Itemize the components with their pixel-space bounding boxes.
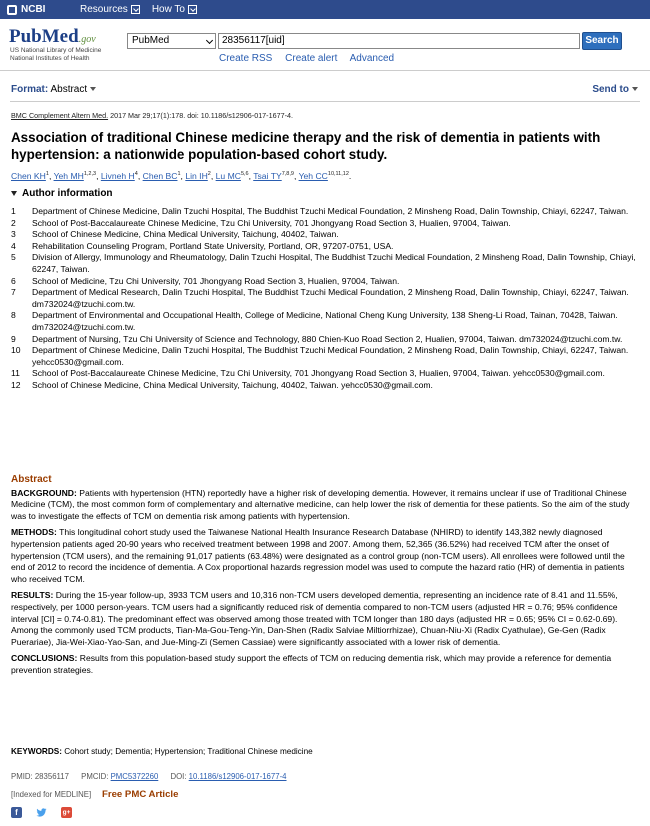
affiliation-text: Department of Chinese Medicine, Dalin Tzuchi Hospital, The Buddhist Tzuchi Medical Foundation, 2 Minsheng Road, Dalin Township, Chiayi, 62247, Taiwan. xyxy=(32,206,629,216)
author-link[interactable]: Chen KH xyxy=(11,171,46,181)
divider xyxy=(10,101,640,102)
author-affil-ref: 1 xyxy=(45,171,49,177)
author-information-toggle[interactable] xyxy=(11,188,113,199)
chevron-down-icon xyxy=(188,5,197,14)
section-text: This longitudinal cohort study used the Taiwanese National Health Insurance Research Database (NHIRD) to identify 143,382 newly diagnosed hypertension patients aged 20-90 years who received treatment between 1998 and 2007. Among them, 52,365 (36.52%) had received TCM after the onset of hypertension (TCM users), and the remaining 91,017 patients (63.48%) were designated as a control group (non-TCM users). All enrollees were followed until the end of 2012 to record the incidence of dementia. A Cox proportional hazards regression model was used to compute the hazard ratio (HR) of dementia in patients who received TCM. xyxy=(11,527,625,584)
affiliation-item xyxy=(11,310,639,333)
pubmed-logo-main: PubMed xyxy=(9,26,79,47)
pmcid-link[interactable]: PMC5372260 xyxy=(110,772,159,781)
abstract-heading: Abstract xyxy=(11,474,52,485)
pmid-value: 28356117 xyxy=(34,772,69,781)
section-label: METHODS: xyxy=(11,527,57,538)
keywords xyxy=(11,747,313,756)
affiliation-item xyxy=(11,218,639,230)
affiliation-text: Department of Nursing, Tzu Chi University of Science and Technology, 880 Chien-Kuo Road Section 2, Hualien, 97004, Taiwan. dm732024@tzuchi.com.tw. xyxy=(32,333,623,344)
author-affil-ref: 10,11,12 xyxy=(327,171,349,177)
advanced-search-link[interactable]: Advanced xyxy=(349,53,395,64)
affiliation-text: Department of Environmental and Occupational Health, College of Medicine, National Cheng Kung University, 138 Sheng-Li Road, Tainan, 70428, Taiwan. dm732024@tzuchi.com.tw. xyxy=(32,310,618,332)
affiliation-item xyxy=(11,334,639,346)
howto-label: How To xyxy=(151,4,185,15)
affiliation-text: Rehabilitation Counseling Program, Portland State University, Portland, OR, 97207-0751, USA. xyxy=(32,240,394,251)
journal-link[interactable]: BMC Complement Altern Med. xyxy=(11,111,109,120)
affiliation-number: 11 xyxy=(11,368,20,379)
affiliation-item xyxy=(11,287,639,310)
affiliation-text: School of Medicine, Tzu Chi University, 701 Jhongyang Road Section 3, Hualien, 97004, Taiwan. xyxy=(32,275,400,286)
section-label: RESULTS: xyxy=(11,590,54,601)
ncbi-top-bar xyxy=(0,0,650,19)
affiliation-text: Department of Chinese Medicine, Dalin Tzuchi Hospital, The Buddhist Tzuchi Medical Foundation, 2 Minsheng Road, Dalin Township, Chiayi, 62247, Taiwan. yehcc0530@gmail.com. xyxy=(32,345,629,367)
author-affil-ref: 7,8,9 xyxy=(281,171,294,177)
abstract-methods xyxy=(11,527,641,585)
search-input[interactable]: 28356117[uid] xyxy=(218,33,580,49)
section-text: Results from this population-based study support the effects of TCM on reducing dementia risk, which may provide a reference for dementia prevention strategies. xyxy=(11,653,612,675)
ncbi-logo-icon xyxy=(7,5,17,15)
nlm-subtitle-line2: National Institutes of Health xyxy=(10,54,90,62)
affiliation-item xyxy=(11,252,639,275)
resources-menu[interactable] xyxy=(80,4,140,15)
search-links xyxy=(219,53,404,64)
author-link[interactable]: Chen BC xyxy=(142,171,178,181)
howto-menu[interactable] xyxy=(152,4,197,15)
affiliation-item xyxy=(11,229,639,241)
expand-triangle-icon xyxy=(11,191,17,196)
format-bar xyxy=(0,80,650,98)
pmcid-label: PMCID: xyxy=(81,772,109,781)
affiliation-text: School of Post-Baccalaureate Chinese Medicine, Tzu Chi University, 701 Jhongyang Road Section 3, Hualien, 97004, Taiwan. yehcc0530@gmail.com. xyxy=(32,368,605,379)
nlm-subtitle xyxy=(10,47,101,62)
create-alert-link[interactable]: Create alert xyxy=(285,53,338,64)
author-link[interactable]: Lu MC xyxy=(215,171,241,181)
author-link[interactable]: Yeh MH xyxy=(53,171,84,181)
abstract-results xyxy=(11,590,641,648)
author-information-label: Author information xyxy=(22,188,113,199)
citation-details: 2017 Mar 29;17(1):178. doi: 10.1186/s12906-017-1677-4. xyxy=(108,111,293,120)
pubmed-masthead xyxy=(0,19,650,71)
author-link[interactable]: Tsai TY xyxy=(253,171,282,181)
ncbi-brand-label: NCBI xyxy=(21,4,46,15)
format-label: Format: xyxy=(11,84,49,95)
affiliation-item xyxy=(11,276,639,288)
abstract-conclusions xyxy=(11,653,641,676)
search-button[interactable]: Search xyxy=(582,32,622,50)
resources-label: Resources xyxy=(80,4,128,15)
author-link[interactable]: Livneh H xyxy=(100,171,135,181)
keywords-label: KEYWORDS: xyxy=(11,747,62,756)
affiliation-number: 7 xyxy=(11,287,16,298)
create-rss-link[interactable]: Create RSS xyxy=(219,53,273,64)
affiliation-number: 9 xyxy=(11,333,16,344)
abstract-background xyxy=(11,488,641,523)
doi-label: DOI: xyxy=(170,772,187,781)
affiliation-item xyxy=(11,206,639,218)
database-select[interactable] xyxy=(127,33,216,49)
affiliation-item xyxy=(11,380,639,392)
dropdown-arrow-icon xyxy=(90,87,96,91)
dropdown-arrow-icon xyxy=(632,87,638,91)
affiliation-item xyxy=(11,241,639,253)
affiliation-number: 8 xyxy=(11,310,16,321)
affiliation-text: School of Chinese Medicine, China Medical University, Taichung, 40402, Taiwan. yehcc0530@gmail.com. xyxy=(32,379,433,390)
chevron-down-icon xyxy=(131,5,140,14)
affiliation-number: 5 xyxy=(11,252,16,263)
section-text: During the 15-year follow-up, 3933 TCM users and 10,316 non-TCM users developed dementia, representing an incidence rate of 8.41 and 11.55%, respectively, per 1000 person-years. TCM users had a significantly reduced risk of dementia compared to non-TCM users (adjusted HR = 0.76; 95% confidence interval [CI] = 0.74-0.81). The predominant effect was observed among those treated with TCM longer than 180 days (adjusted HR = 0.65; 95% CI = 0.62-0.69). Among the commonly used TCM products, Tian-Ma-Gou-Teng-Yin, Dan-Shen (Radix Salviae Miltiorrhizae), Chuan-Niu-Xi (Radix Cyathulae), Ge-Gen (Radix Puerariae), Jia-Wei-Xiao-Yao-San, and Jue-Ming-Zi (Semen Cassiae) were significantly associated with a lower risk of dementia. xyxy=(11,590,618,647)
author-link[interactable]: Yeh CC xyxy=(298,171,328,181)
author-list: Chen $KH^1$, Yeh MH$^{1,2,3}$, Livneh $H^4$, Chen $BC^1$, Lin $IH^2$, Lu MC$^{5,6}$, Tsai TY$^{7,8,9}$, Yeh CC$^{10,11,12}$. xyxy=(11,171,352,181)
pubmed-logo[interactable] xyxy=(9,26,96,48)
free-pmc-article-link[interactable]: Free PMC Article xyxy=(102,789,179,800)
ncbi-home-link[interactable] xyxy=(0,4,80,15)
format-selector[interactable] xyxy=(11,84,96,95)
citation-line xyxy=(11,111,293,120)
affiliation-number: 6 xyxy=(11,275,16,286)
send-to-label: Send to xyxy=(592,84,629,95)
share-buttons xyxy=(11,807,86,818)
article-identifiers xyxy=(11,772,287,781)
article-title: Association of traditional Chinese medicine therapy and the risk of dementia in patients with hypertension: a nationwide population-based cohort study. xyxy=(11,130,601,162)
affiliation-text: School of Chinese Medicine, China Medical University, Taichung, 40402, Taiwan. xyxy=(32,229,339,240)
database-select-value: PubMed xyxy=(132,35,170,46)
affiliation-text: Division of Allergy, Immunology and Rheumatology, Dalin Tzuchi Hospital, The Buddhist Tzuchi Medical Foundation, 2 Minsheng Road, Dalin Township, Chiayi, 62247, Taiwan. xyxy=(32,252,636,274)
indexed-for-medline: [Indexed for MEDLINE] xyxy=(11,790,92,799)
affiliation-number: 12 xyxy=(11,379,21,390)
format-value: Abstract xyxy=(50,84,88,95)
author-affil-ref: 1 xyxy=(177,171,181,177)
section-label: CONCLUSIONS: xyxy=(11,653,78,664)
author-affil-ref: 4 xyxy=(134,171,138,177)
affiliation-number: 10 xyxy=(11,345,21,356)
affiliation-item xyxy=(11,345,639,368)
affiliation-text: School of Post-Baccalaureate Chinese Medicine, Tzu Chi University, 701 Jhongyang Road Section 3, Hualien, 97004, Taiwan. xyxy=(32,217,511,228)
abstract-section xyxy=(11,474,641,682)
chevron-down-icon xyxy=(206,37,213,44)
affiliation-number: 1 xyxy=(11,206,16,216)
affiliation-item xyxy=(11,368,639,380)
send-to-menu[interactable] xyxy=(592,84,638,95)
pubmed-logo-gov: .gov xyxy=(78,34,96,45)
twitter-bird-glyph xyxy=(36,807,47,818)
affiliation-text: Department of Medical Research, Dalin Tzuchi Hospital, The Buddhist Tzuchi Medical Foundation, 2 Minsheng Road, Dalin Township, Chiayi, 62247, Taiwan. dm732024@tzuchi.com.tw. xyxy=(32,287,629,309)
keywords-text: Cohort study; Dementia; Hypertension; Traditional Chinese medicine xyxy=(61,747,313,756)
affiliation-list xyxy=(11,206,639,392)
author-affil-ref: 1,2,3 xyxy=(83,171,97,177)
doi-link[interactable]: 10.1186/s12906-017-1677-4 xyxy=(188,772,287,781)
section-text: Patients with hypertension (HTN) reportedly have a higher risk of developing dementia. However, it remains unclear if use of Traditional Chinese Medicine (TCM), the most common form of complementary and alternative medicine, can help lower the risk of dementia for these patients. So the aim of the study was to investigate the effects of TCM on dementia risk among patients with hypertension. xyxy=(11,487,630,521)
twitter-icon[interactable] xyxy=(36,807,47,818)
affiliation-number: 2 xyxy=(11,217,16,228)
affiliation-number: 3 xyxy=(11,229,16,240)
author-affil-ref: 5,6 xyxy=(240,171,249,177)
author-affil-ref: 2 xyxy=(207,171,211,177)
affiliation-number: 4 xyxy=(11,240,16,251)
author-link[interactable]: Lin IH xyxy=(185,171,208,181)
section-label: BACKGROUND: xyxy=(11,487,77,498)
facebook-icon[interactable]: f xyxy=(11,807,22,818)
pmid-label: PMID: xyxy=(11,772,33,781)
google-plus-icon[interactable]: g+ xyxy=(62,809,71,816)
nlm-subtitle-line1: US National Library of Medicine xyxy=(10,47,102,54)
